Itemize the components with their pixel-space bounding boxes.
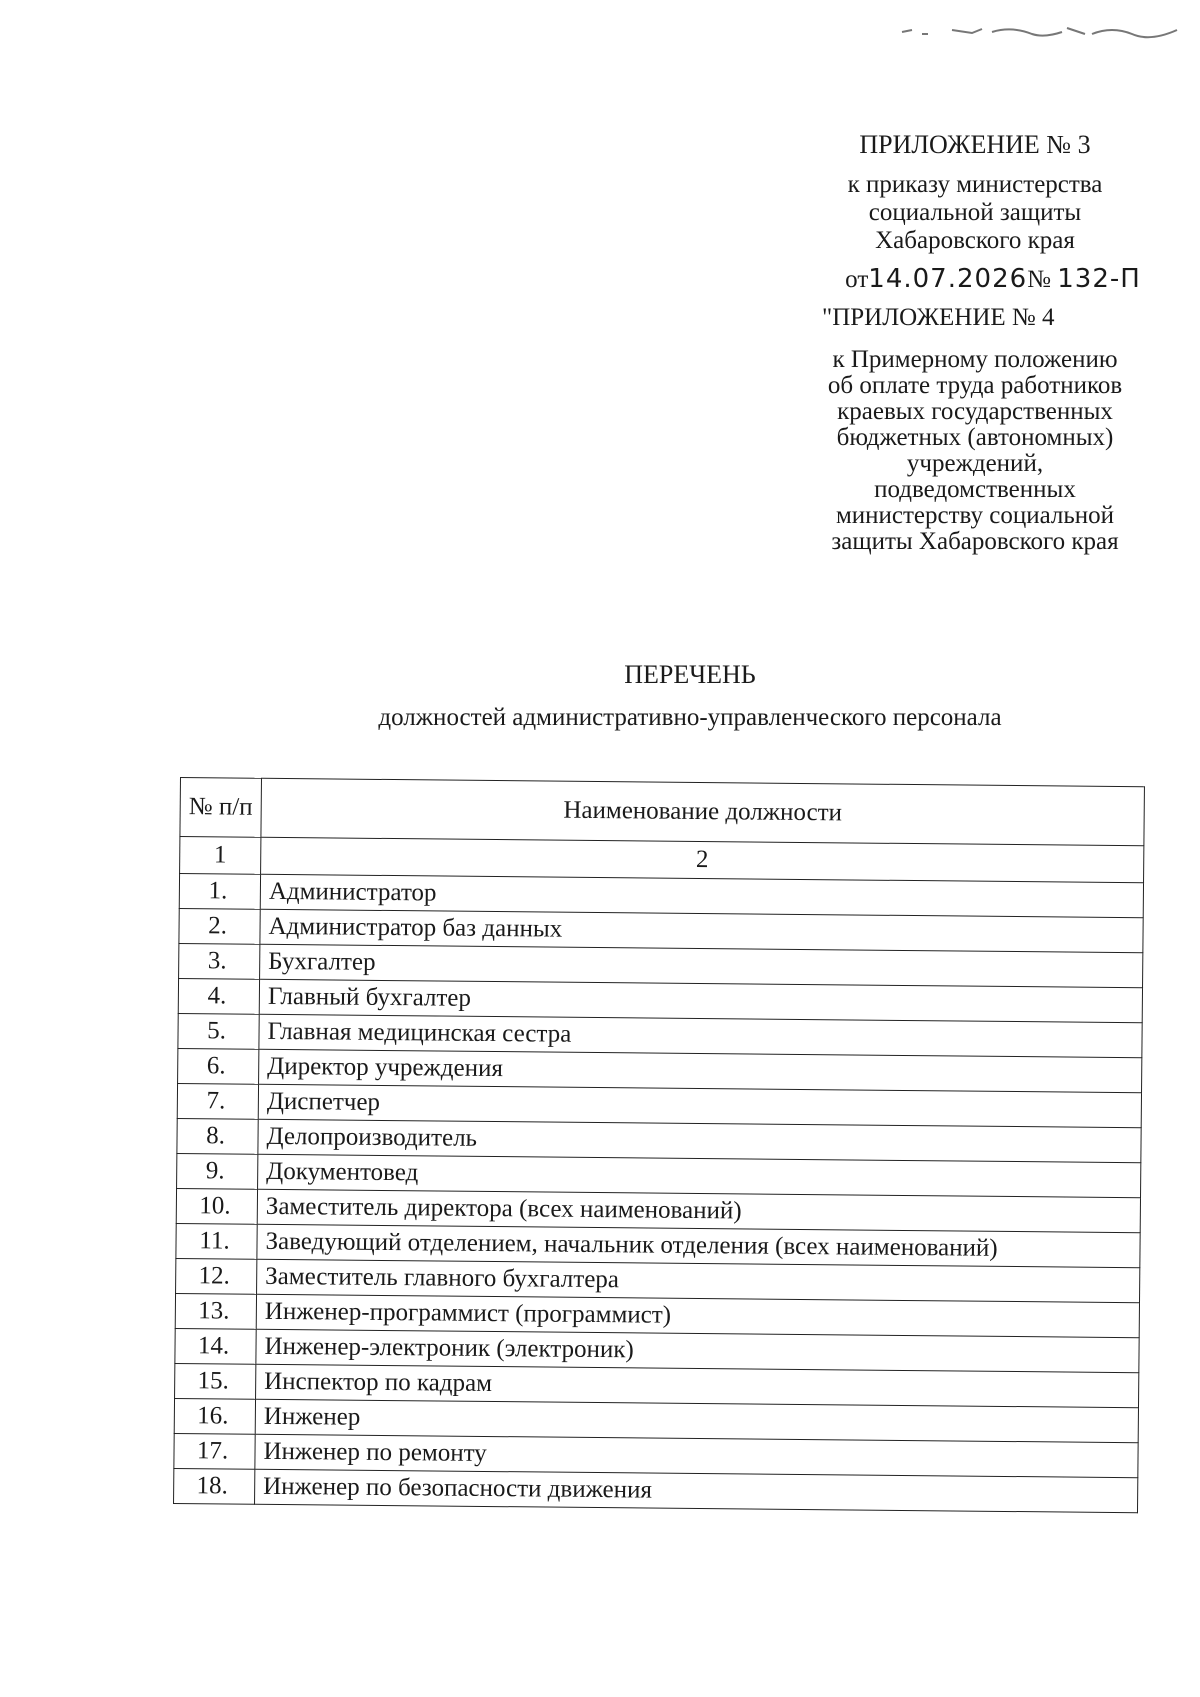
position-name: Инженер-программист (программист) — [256, 1294, 1139, 1337]
provision-line-1: к Примерному положению — [832, 346, 1118, 373]
position-name: Делопроизводитель — [258, 1119, 1141, 1162]
row-number: 5. — [178, 1013, 259, 1049]
row-number: 9. — [177, 1153, 258, 1189]
order-date-line — [826, 266, 1160, 293]
position-name: Администратор — [260, 874, 1143, 917]
handwritten-order-number: 132-П — [1057, 264, 1141, 294]
provision-line-3: краевых государственных — [837, 398, 1113, 425]
position-name: Инженер — [255, 1399, 1138, 1442]
order-line-3: Хабаровского края — [875, 227, 1075, 254]
title-sub: должностей административно-управленческого персонала — [378, 704, 1002, 731]
position-name: Инженер по ремонту — [255, 1434, 1138, 1477]
position-name: Директор учреждения — [259, 1049, 1142, 1092]
column-index-2: 2 — [261, 837, 1144, 882]
date-prefix: от — [845, 266, 869, 293]
row-number: 15. — [175, 1363, 256, 1399]
order-line-1: к приказу министерства — [847, 171, 1103, 198]
row-number: 1. — [179, 874, 260, 910]
row-number: 17. — [174, 1433, 255, 1469]
row-number: 8. — [177, 1118, 258, 1154]
provision-line-5: учреждений, — [906, 450, 1044, 477]
row-number: 4. — [178, 978, 259, 1014]
row-number: 12. — [176, 1258, 257, 1294]
row-number: 2. — [179, 908, 260, 944]
position-name: Администратор баз данных — [260, 909, 1143, 952]
row-number: 7. — [177, 1083, 258, 1119]
scan-artifact-marks — [892, 10, 1192, 54]
positions-table — [173, 777, 1145, 1513]
position-name: Заместитель главного бухгалтера — [257, 1259, 1140, 1302]
row-number: 10. — [176, 1188, 257, 1224]
position-name: Инженер по безопасности движения — [255, 1469, 1138, 1512]
annex-header — [790, 132, 1160, 555]
number-prefix: № — [1027, 266, 1052, 293]
position-name: Главная медицинская сестра — [259, 1014, 1142, 1057]
handwritten-date: 14.07.2026 — [868, 264, 1028, 294]
provision-line-4: бюджетных (автономных) — [836, 424, 1114, 451]
row-number: 11. — [176, 1223, 257, 1259]
position-name: Документовед — [258, 1154, 1141, 1197]
position-name: Бухгалтер — [260, 944, 1143, 987]
row-number: 13. — [175, 1293, 256, 1329]
provision-line-8: защиты Хабаровского края — [831, 528, 1119, 555]
position-name: Инспектор по кадрам — [256, 1364, 1139, 1407]
row-number: 14. — [175, 1328, 256, 1364]
row-number: 16. — [174, 1398, 255, 1434]
annex-heading: ПРИЛОЖЕНИЕ № 3 — [859, 130, 1091, 159]
row-number: 3. — [179, 943, 260, 979]
provision-line-7: министерству социальной — [835, 502, 1115, 529]
title-main: ПЕРЕЧЕНЬ — [624, 660, 756, 689]
order-line-2: социальной защиты — [868, 199, 1082, 226]
table-header-row — [180, 778, 1145, 846]
row-number: 6. — [178, 1048, 259, 1084]
column-index-1: 1 — [180, 837, 261, 875]
row-number: 18. — [174, 1468, 255, 1504]
positions-table-wrapper — [173, 777, 1145, 1513]
provision-line-6: подведомственных — [874, 476, 1076, 503]
position-name: Заместитель директора (всех наименований) — [257, 1189, 1140, 1232]
header-position-name: Наименование должности — [261, 778, 1145, 845]
position-name: Диспетчер — [258, 1084, 1141, 1127]
position-name: Главный бухгалтер — [259, 979, 1142, 1022]
annex-heading-2: "ПРИЛОЖЕНИЕ № 4 — [822, 304, 1055, 331]
provision-line-2: об оплате труда работников — [827, 372, 1123, 399]
position-name: Инженер-электроник (электроник) — [256, 1329, 1139, 1372]
position-name: Заведующий отделением, начальник отделения (всех наименований) — [257, 1224, 1140, 1267]
document-title — [330, 660, 1050, 732]
header-number: № п/п — [180, 778, 262, 838]
